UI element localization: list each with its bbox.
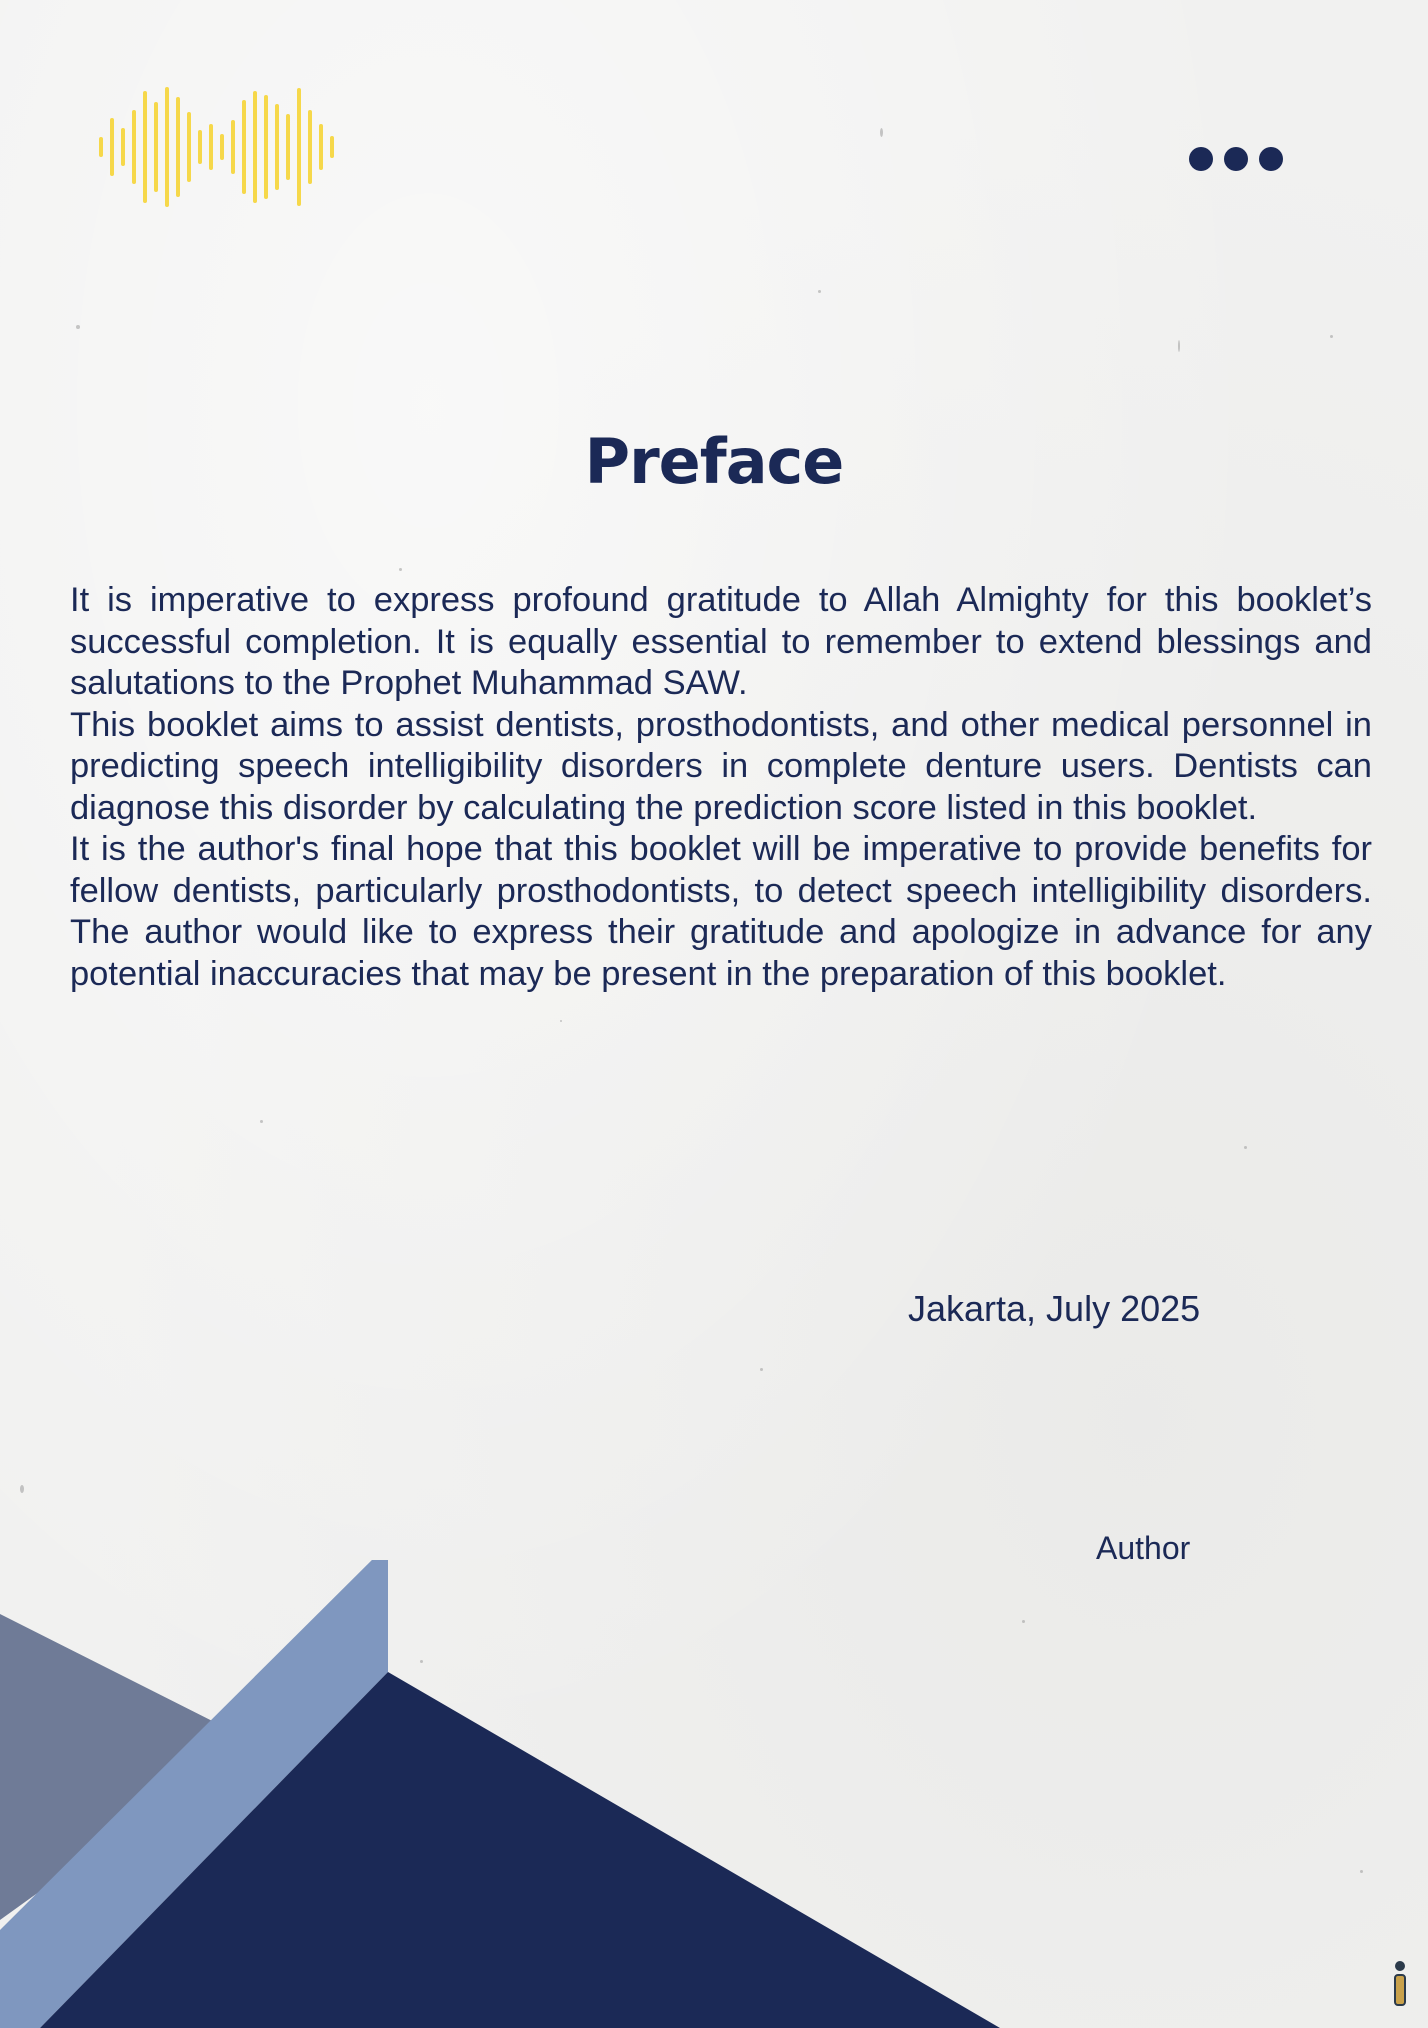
place-date: Jakarta, July 2025 [908,1288,1201,1329]
more-dots-icon [1188,146,1284,172]
page-title: Preface [584,425,844,498]
paragraph-purpose: This booklet aims to assist dentists, prosthodontists, and other medical personnel in predicting speech intelligibility disorders in complete denture users. Dentists can diagnose this disorder by calculating the prediction score listed in this booklet. [70,705,1372,827]
paragraph-closing: It is the author's final hope that this booklet will be imperative to provide benefits for fellow dentists, particularly prosthodontists, to detect speech intelligibility disorders. The author would like to express their gratitude and apologize in advance for any potential inaccuracies that may be present in the preparation of this booklet. [70,830,1372,993]
paragraph-gratitude: It is imperative to express profound gratitude to Allah Almighty for this booklet’s successful completion. It is equally essential to remember to extend blessings and salutations to the Prophet Muhammad SAW. [70,581,1372,702]
sound-wave-icon [98,84,388,210]
preface-body [70,580,1372,995]
info-icon[interactable] [1390,1960,1410,2008]
corner-decoration [0,1560,1428,2028]
author-signature: Author [1096,1530,1191,1566]
